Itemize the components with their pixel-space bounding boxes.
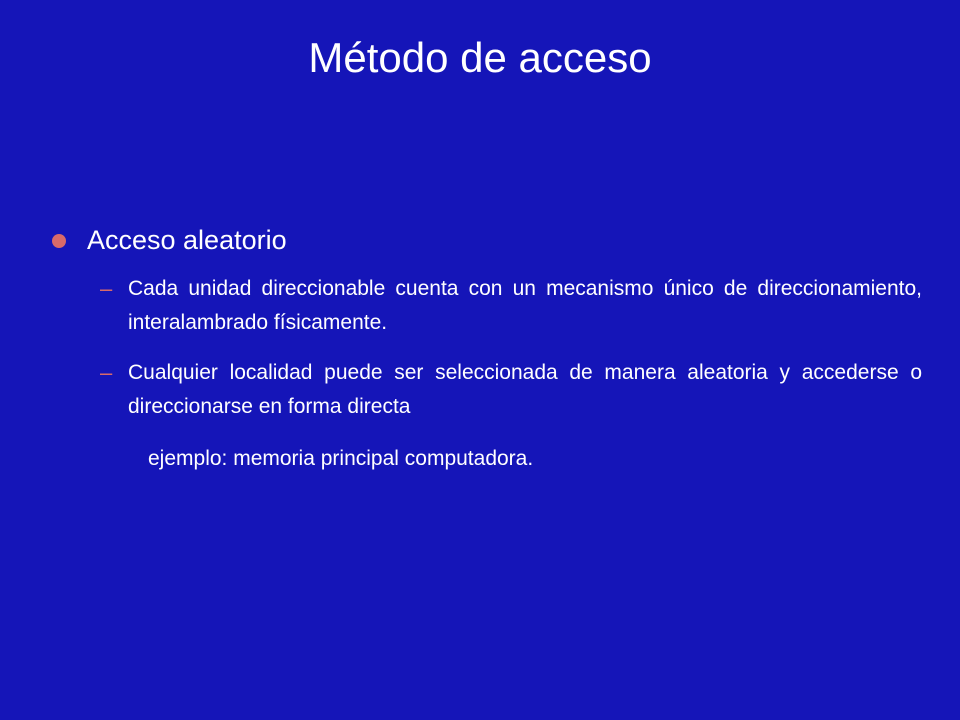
bullet-text: Acceso aleatorio [87, 225, 287, 255]
slide-title: Método de acceso [308, 34, 652, 81]
example-text: ejemplo: memoria principal computadora. [148, 447, 534, 470]
dash-icon: – [100, 360, 113, 385]
bullet-dot-icon [52, 234, 66, 248]
bullet-item [52, 220, 922, 260]
sub-item-text: Cualquier localidad puede ser seleccionada de manera aleatoria y accederse o direccionarse en forma directa [128, 361, 922, 418]
dash-icon: – [100, 276, 113, 301]
sub-item-text: Cada unidad direccionable cuenta con un mecanismo único de direccionamiento, interalambrado físicamente. [128, 277, 922, 334]
